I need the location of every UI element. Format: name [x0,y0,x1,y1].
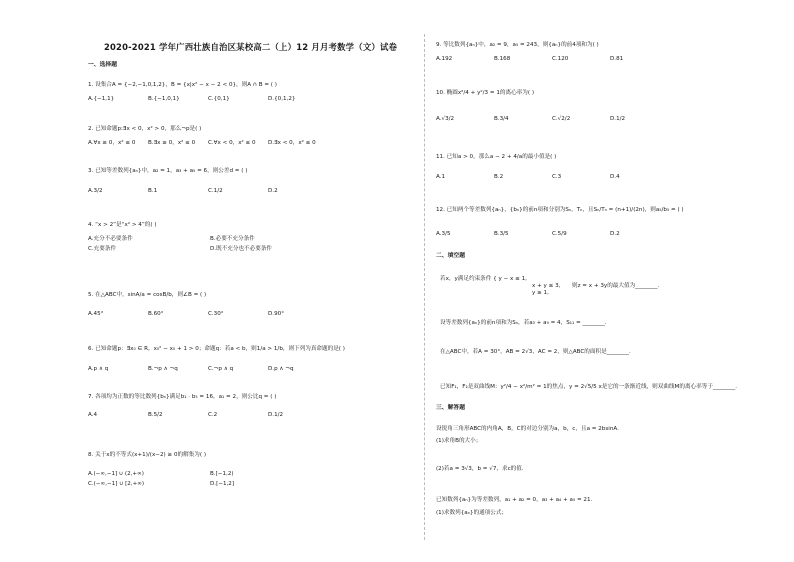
fill-16: 已知F₁，F₂是双曲线M：y²/4 − x²/m² = 1的焦点，y = 2√5/5 x是它的一条渐近线，则双曲线M的离心率等于________. [440,384,738,390]
question-11-options [436,174,668,181]
option-c: C.√2/2 [552,116,571,122]
option-b: B.[−1,2) [210,471,234,477]
option-a: A.{−1,1} [88,96,115,102]
option-a: A.3/5 [436,231,451,237]
question-3: 3. 已知等差数列{aₙ}中，a₂ = 1，a₃ + a₅ = 6，则公差d = ( ) [88,168,248,174]
question-2: 2. 已知命题p:∃x < 0，x² > 0，那么¬p是( ) [88,126,202,132]
option-d: D.2 [610,231,620,237]
option-b: B.2 [494,174,504,180]
option-b: B.∃x ≥ 0，x² ≤ 0 [148,140,196,146]
option-d: D.∃x < 0，x² ≤ 0 [268,140,316,146]
question-9-options [436,56,668,63]
option-d: D.4 [610,174,620,180]
option-a: A.∀x ≥ 0，x² ≤ 0 [88,140,136,146]
option-d: D.90° [268,311,285,317]
option-d: D.既不充分也不必要条件 [210,246,273,252]
problem-18-stem: 已知数列{aₙ}为等差数列，a₁ + a₂ = 0，a₃ + a₄ + a₅ = 21. [436,497,593,503]
question-6-options [88,366,328,373]
option-b: B.168 [494,56,511,62]
question-5: 5. 在△ABC中，sinA/a = cosB/b，则∠B = ( ) [88,292,207,298]
option-c: C.3 [552,174,562,180]
fill-13-question: 则z = x + 3y的最大值为________. [572,283,660,289]
question-7-options [88,412,328,419]
question-12: 12. 已知两个等差数列{aₙ}，{bₙ}的前n项和分别为Sₙ，Tₙ，且Sₙ/Tₙ = (n+1)/(2n)，则a₅/b₅ = ( ) [436,207,684,213]
problem-17-part-2: (2)若a = 3√3，b = √7，求c的值. [436,466,524,472]
option-a: A.√3/2 [436,116,455,122]
option-b: B.{−1,0,1} [148,96,180,102]
fill-13-line-3: y ≥ 1, [532,290,549,296]
question-4-options [88,236,332,256]
fill-13-stem: 若x，y满足约束条件 { y − x ≤ 1, [440,276,527,282]
fill-13-line-2: x + y ≤ 3, [532,283,561,289]
option-a: A.3/2 [88,188,103,194]
option-c: C.1/2 [208,188,223,194]
option-d: D.81 [610,56,624,62]
option-c: C.2 [208,412,218,418]
option-c: C.5/9 [552,231,567,237]
option-b: B.1 [148,188,158,194]
option-b: B.60° [148,311,164,317]
question-1-options [88,96,328,103]
question-10-options [436,116,668,123]
option-c: C.120 [552,56,569,62]
option-c: C.{0,1} [208,96,230,102]
question-11: 11. 已知a > 0，那么a − 2 + 4/a的最小值是( ) [436,154,557,160]
question-1: 1. 设集合A = {−2,−1,0,1,2}，B = {x|x² − x − 2 < 0}，则A ∩ B = ( ) [88,82,277,88]
option-a: A.4 [88,412,98,418]
question-12-options [436,231,668,238]
option-d: D.2 [268,188,278,194]
section-fill-heading: 二、填空题 [436,253,465,259]
option-a: A.(−∞,−1] ∪ (2,+∞) [88,471,144,477]
option-a: A.45° [88,311,104,317]
question-8: 8. 关于x的不等式(x+1)/(x−2) ≥ 0的解集为( ) [88,452,207,458]
exam-title: 2020-2021 学年广西壮族自治区某校高二（上）12 月月考数学（文）试卷 [104,42,398,52]
question-6: 6. 已知命题p：∃x₀ ∈ R，x₀² − x₀ + 1 > 0；命题q：若a < b，则1/a > 1/b，则下列为真命题的是( ) [88,346,345,352]
option-c: C.充要条件 [88,246,117,252]
fill-15: 在△ABC中，若A = 30°，AB = 2√3，AC = 2，则△ABC的面积是________. [440,349,631,355]
option-b: B.3/5 [494,231,509,237]
problem-18-part-1: (1)求数列{aₙ}的通项公式； [436,510,508,516]
question-4: 4. “x > 2”是“x² > 4”的( ) [88,222,157,228]
option-c: C.(−∞,−1] ∪ [2,+∞) [88,481,145,487]
question-8-options [88,471,332,491]
problem-17-part-1: (1)求角B的大小； [436,438,482,444]
section-solve-heading: 三、解答题 [436,405,465,411]
fill-14: 设等差数列{aₙ}的前n项和为Sₙ，若a₃ + a₉ = 4，S₁₁ = ________. [440,320,607,326]
option-b: B.¬p ∧ ¬q [148,366,178,372]
question-9: 9. 等比数列{aₙ}中，a₂ = 9，a₅ = 243，则{aₙ}的前4项和为( ) [436,42,599,48]
question-2-options [88,140,328,147]
option-d: D.p ∧ ¬q [268,366,294,372]
question-5-options [88,311,328,318]
option-a: A.192 [436,56,453,62]
option-d: D.[−1,2] [210,481,235,487]
problem-17-stem: 设锐角三角形ABC的内角A，B，C的对边分别为a，b，c，且a = 2bsinA. [436,426,619,432]
option-a: A.充分不必要条件 [88,236,133,242]
option-d: D.1/2 [268,412,284,418]
column-divider [424,34,425,540]
question-10: 10. 椭圆x²/4 + y²/3 = 1的离心率为( ) [436,90,535,96]
option-a: A.1 [436,174,446,180]
option-d: D.1/2 [610,116,626,122]
section-choice-heading: 一、选择题 [88,62,117,68]
question-7: 7. 各项均为正数的等比数列{bₙ}满足b₁ · b₅ = 16，a₁ = 2，则公比q = ( ) [88,394,277,400]
option-c: C.30° [208,311,224,317]
option-b: B.3/4 [494,116,509,122]
option-b: B.必要不充分条件 [210,236,255,242]
option-c: C.∀x < 0，x² ≤ 0 [208,140,256,146]
option-a: A.p ∧ q [88,366,109,372]
option-d: D.{0,1,2} [268,96,296,102]
option-b: B.5/2 [148,412,163,418]
option-c: C.¬p ∧ q [208,366,234,372]
question-3-options [88,188,328,195]
